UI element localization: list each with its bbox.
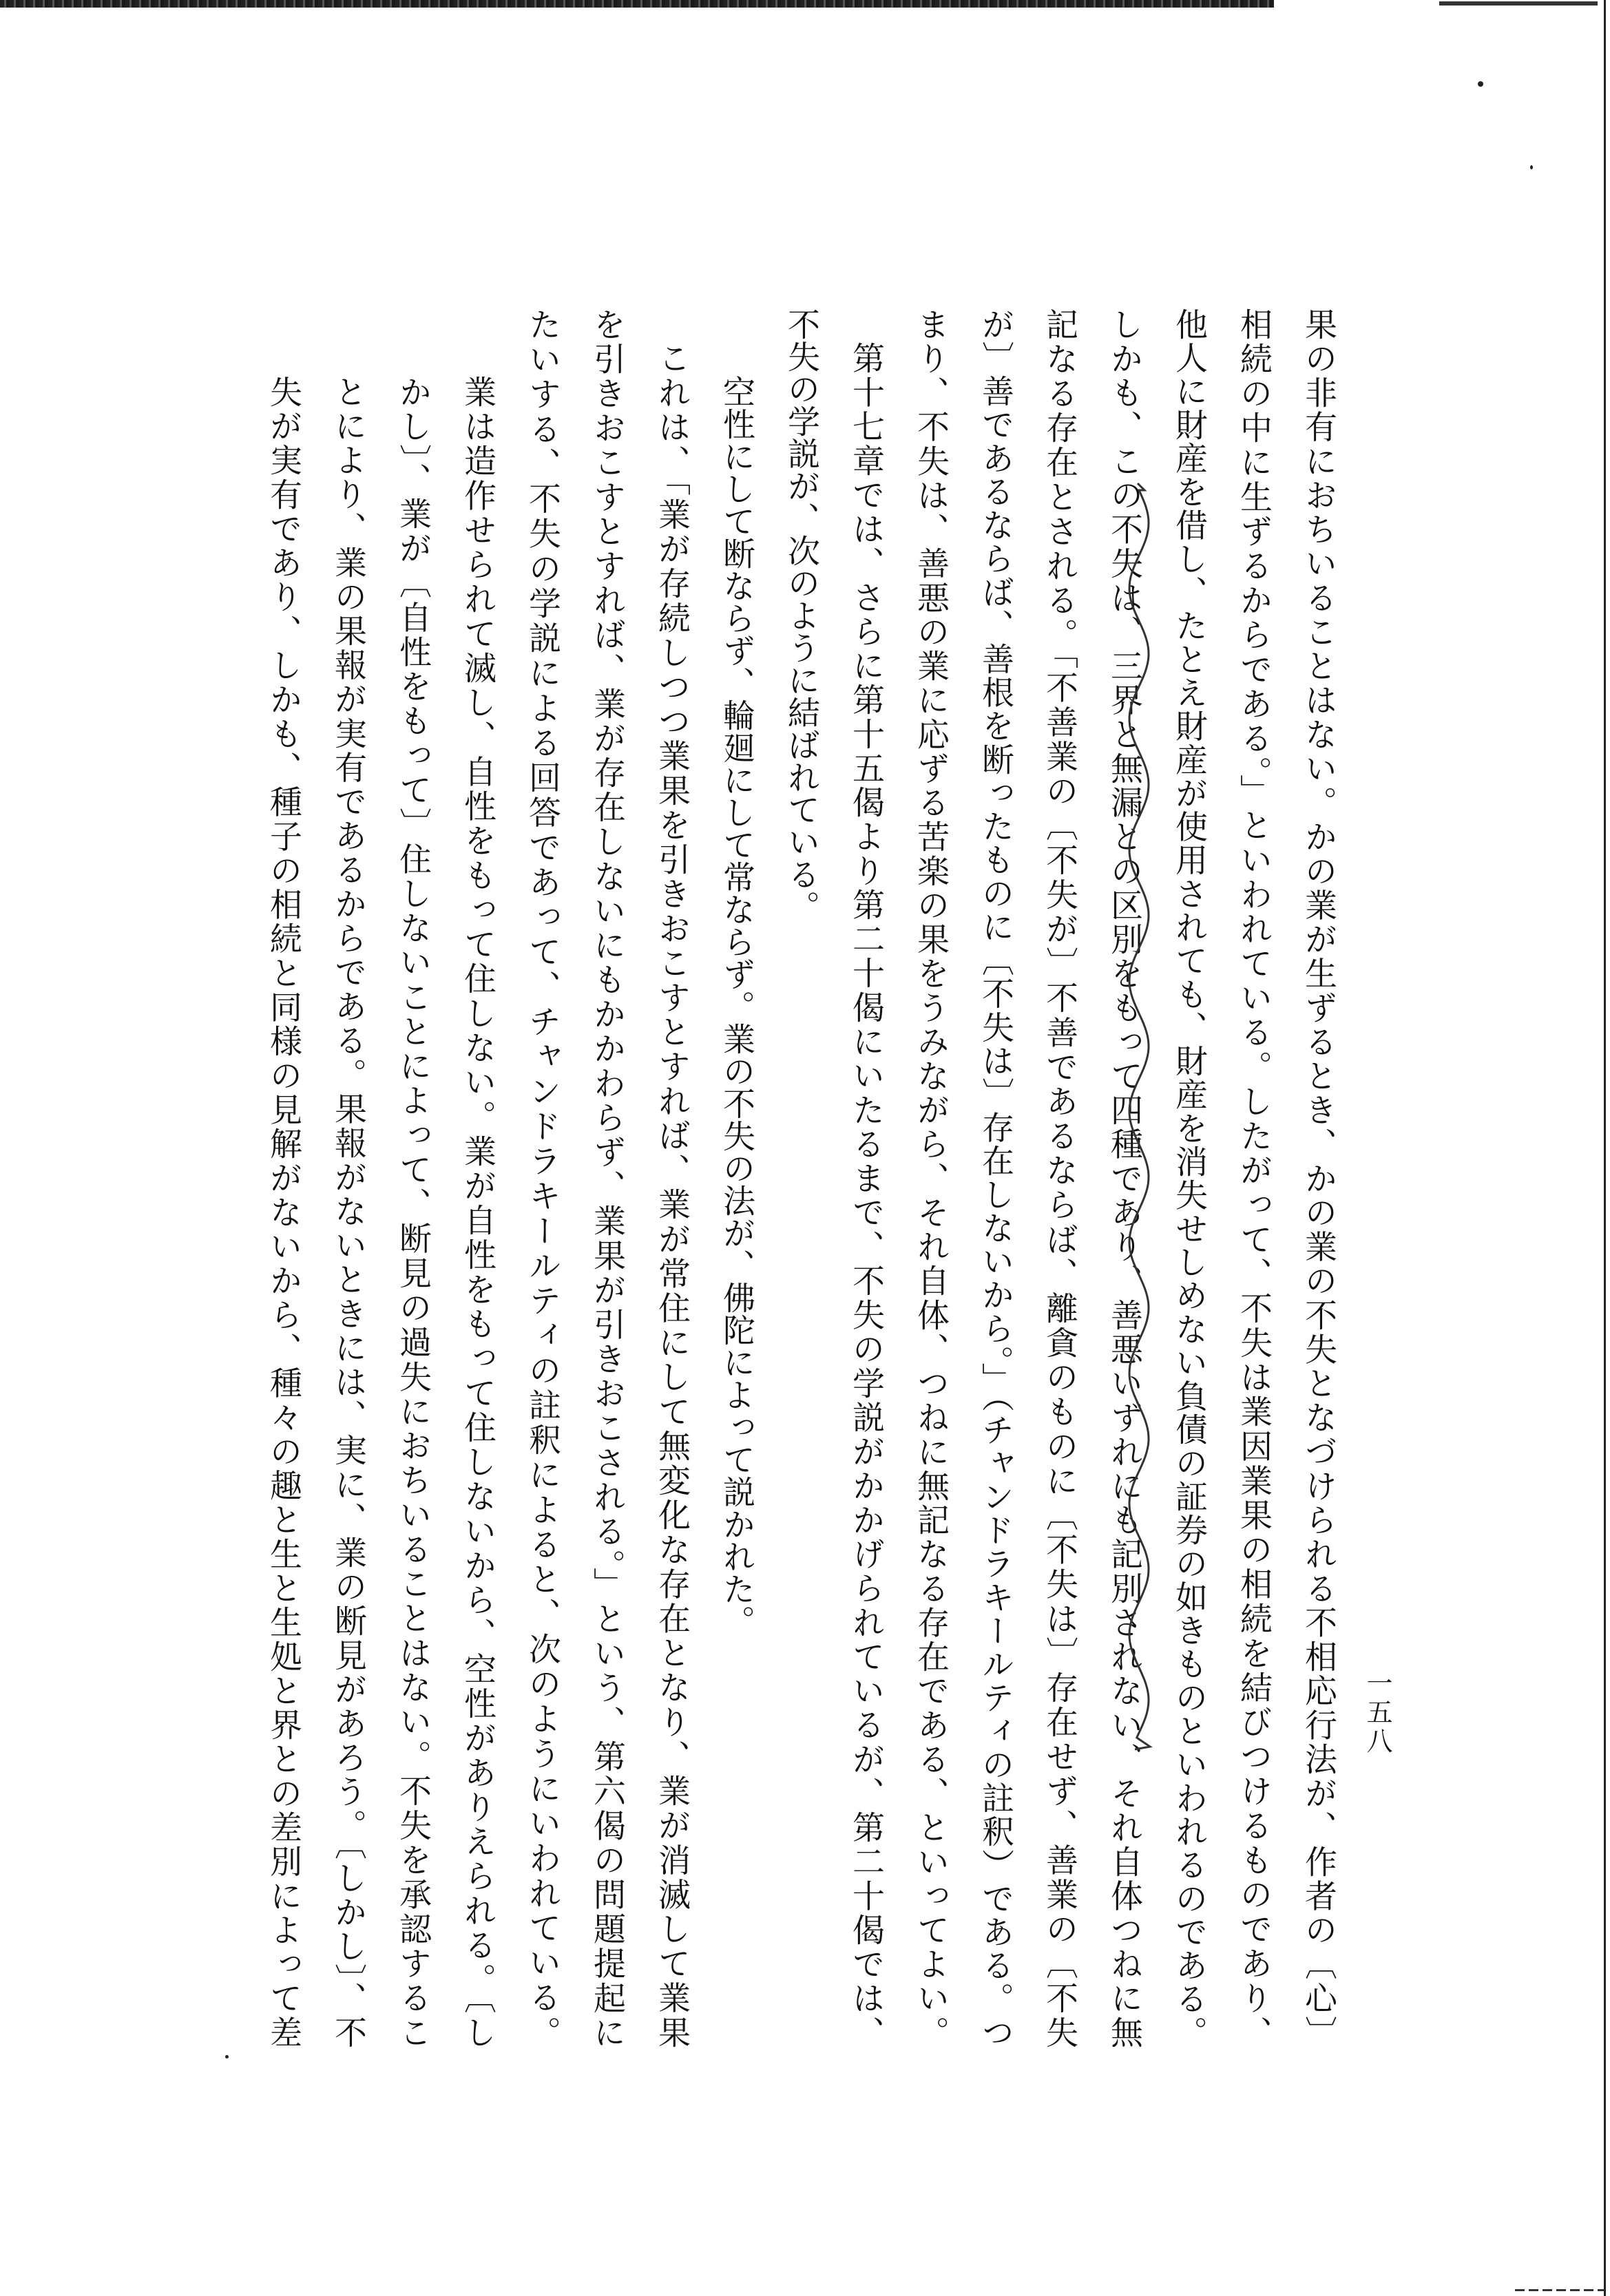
text-column: を引きおこすとすれば、業が存在しないにもかかわらず、業果が引きおこされる。」という、第六偈の問題提起に bbox=[588, 308, 626, 2048]
text-column: これは、「業が存続しつつ業果を引きおこすとすれば、業が常住にして無変化な存在となり、業が消滅して業果 bbox=[653, 341, 691, 2049]
text-column: 相続の中に生ずるからである。」といわれている。したがって、不失は業因業果の相続を結びつけるものであり、 bbox=[1235, 308, 1273, 2048]
wavy-line bbox=[1129, 483, 1150, 1749]
page-number: 一五八 bbox=[1362, 1670, 1392, 1756]
quote-column: とにより、業の果報が実有であるからである。果報がないときには、実に、業の断見があろう。〔しかし〕、不 bbox=[329, 375, 367, 2048]
scan-speck bbox=[225, 2055, 229, 2058]
scan-speck bbox=[1530, 165, 1533, 169]
text-column: が〕善であるならば、善根を断ったものに〔不失は〕存在しないから。」（チャンドラキールティの註釈）である。つ bbox=[976, 308, 1014, 2048]
text-column: たいする、不失の学説による回答であって、チャンドラキールティの註釈によると、次のようにいわれている。 bbox=[523, 308, 561, 2048]
scan-speck bbox=[1478, 81, 1483, 87]
quote-column: かし〕、業が〔自性をもって〕住しないことによって、断見の過失におちいることはない。不失を承認するこ bbox=[394, 375, 432, 2048]
text-column: 他人に財産を借し、たとえ財産が使用されても、財産を消失せしめない負債の証券の如きものといわれるのである。 bbox=[1170, 308, 1208, 2048]
text-column: 不失の学説が、次のように結ばれている。 bbox=[782, 308, 820, 923]
text-column: 記なる存在とされる。「不善業の〔不失が〕不善であるならば、離貪のものに〔不失は〕存在せず、善業の〔不失 bbox=[1041, 308, 1078, 2048]
text-column: しかも、この不失は、三界と無漏との区別をもって四種であり、善悪いずれにも記別されない、それ自体つねに無 bbox=[1105, 308, 1143, 2048]
text-column: まり、不失は、善悪の業に応ずる苦楽の果をうみながら、それ自体、つねに無記なる存在である、といってよい。 bbox=[912, 308, 950, 2048]
quote-column: 失が実有であり、しかも、種子の相続と同様の見解がないから、種々の趣と生と生処と界との差別によって差 bbox=[264, 375, 302, 2049]
verse-column: 空性にして断ならず、輪廻にして常ならず。業の不失の法が、佛陀によって説かれた。 bbox=[718, 375, 755, 1637]
text-column: 果の非有におちいることはない。かの業が生ずるとき、かの業の不失となづけられる不相応行法が、作者の〔心〕 bbox=[1299, 308, 1337, 2048]
quote-column: 業は造作せられて滅し、自性をもって住しない。業が自性をもって住しないから、空性がありえられる。〔し bbox=[459, 375, 496, 2048]
text-column: 第十七章では、さらに第十五偈より第二十偈にいたるまで、不失の学説がかかげられているが、第二十偈では、 bbox=[847, 341, 885, 2048]
